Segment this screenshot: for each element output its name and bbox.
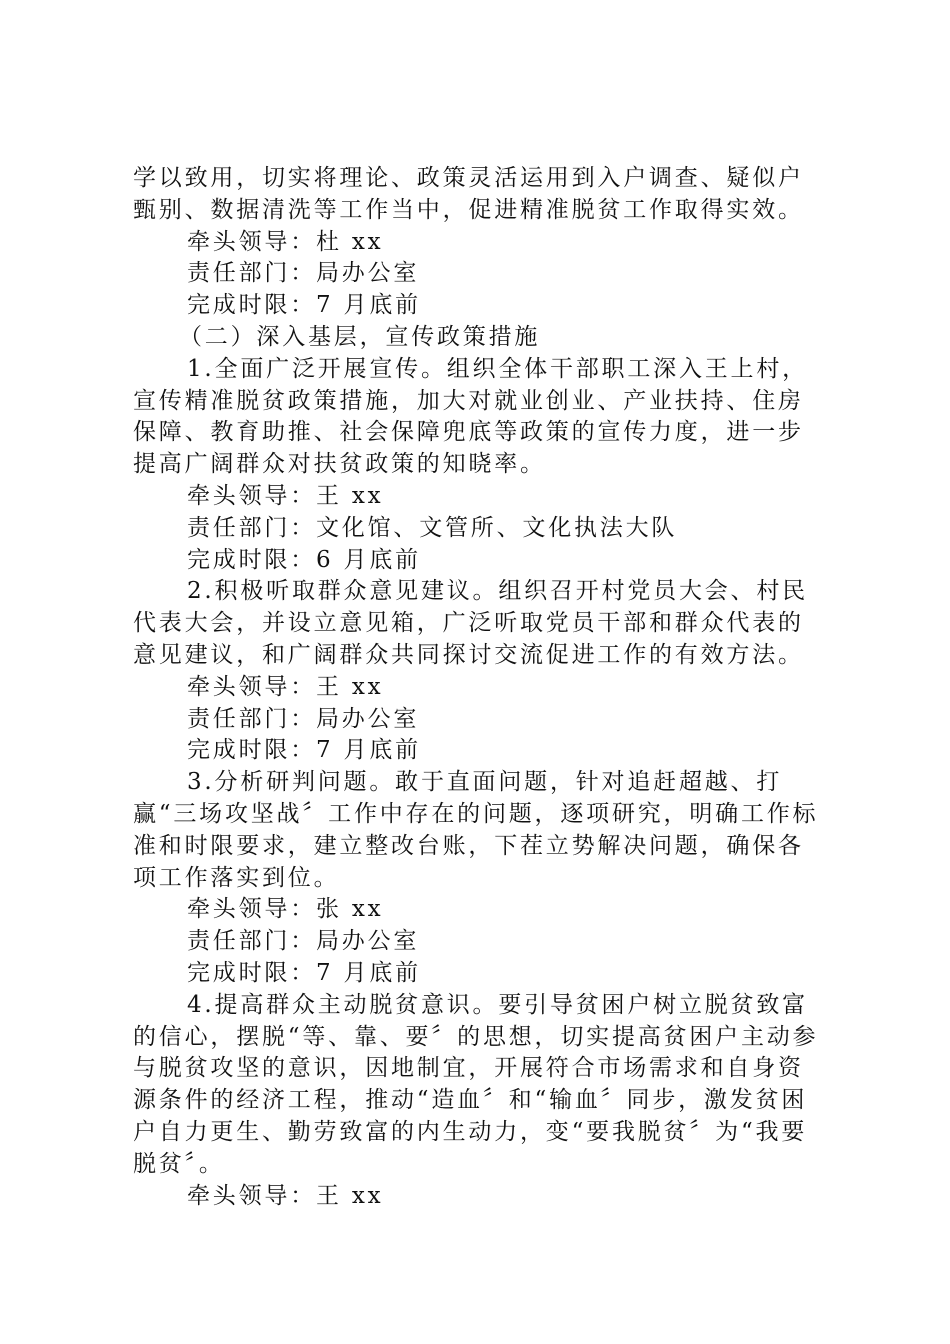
responsible-dept-line: 责任部门：局办公室 bbox=[187, 260, 420, 287]
lead-leader-line: 牵头领导：王 xx bbox=[187, 673, 384, 700]
item-paragraph: 3.分析研判问题。敢于直面问题，针对追赶超越、打赢“三场攻坚战〞工作中存在的问题，逐项研究，明确工作标准和时限要求，建立整改台账，下茬立势解决问题，确保各项工作落实到位。 bbox=[133, 769, 819, 891]
responsible-dept-line: 责任部门：文化馆、文管所、文化执法大队 bbox=[187, 514, 678, 541]
deadline-line: 完成时限：7 月底前 bbox=[187, 292, 421, 319]
section-heading: （二）深入基层，宣传政策措施 bbox=[179, 323, 541, 350]
lead-leader-line: 牵头领导：张 xx bbox=[187, 896, 384, 923]
paragraph-continuation: 学以致用，切实将理论、政策灵活运用到入户调查、疑似户甄别、数据清洗等工作当中，促进精准脱贫工作取得实效。 bbox=[133, 165, 804, 223]
responsible-dept-line: 责任部门：局办公室 bbox=[187, 928, 420, 955]
deadline-line: 完成时限：6 月底前 bbox=[187, 546, 421, 573]
responsible-dept-line: 责任部门：局办公室 bbox=[187, 705, 420, 732]
lead-leader-line: 牵头领导：王 xx bbox=[187, 482, 384, 509]
item-paragraph: 4.提高群众主动脱贫意识。要引导贫困户树立脱贫致富的信心，摆脱“等、靠、要〞的思想，切实提高贫困户主动参与脱贫攻坚的意识，因地制宜，开展符合市场需求和自身资源条件的经济工程，推动“造血〞和“输血〞同步，激发贫困户自力更生、勤劳致富的内生动力，变“要我脱贫〞为“我要脱贫〞。 bbox=[133, 991, 819, 1177]
document-body bbox=[133, 163, 823, 1212]
item-paragraph: 2.积极听取群众意见建议。组织召开村党员大会、村民代表大会，并设立意见箱，广泛听取党员干部和群众代表的意见建议，和广阔群众共同探讨交流促进工作的有效方法。 bbox=[133, 578, 808, 668]
lead-leader-line: 牵头领导：杜 xx bbox=[187, 228, 384, 255]
deadline-line: 完成时限：7 月底前 bbox=[187, 737, 421, 764]
lead-leader-line: 牵头领导：王 xx bbox=[187, 1182, 384, 1209]
deadline-line: 完成时限：7 月底前 bbox=[187, 959, 421, 986]
item-paragraph: 1.全面广泛开展宣传。组织全体干部职工深入王上村，宣传精准脱贫政策措施，加大对就业创业、产业扶持、住房保障、教育助推、社会保障兜底等政策的宣传力度，进一步提高广阔群众对扶贫政策的知晓率。 bbox=[133, 355, 808, 478]
